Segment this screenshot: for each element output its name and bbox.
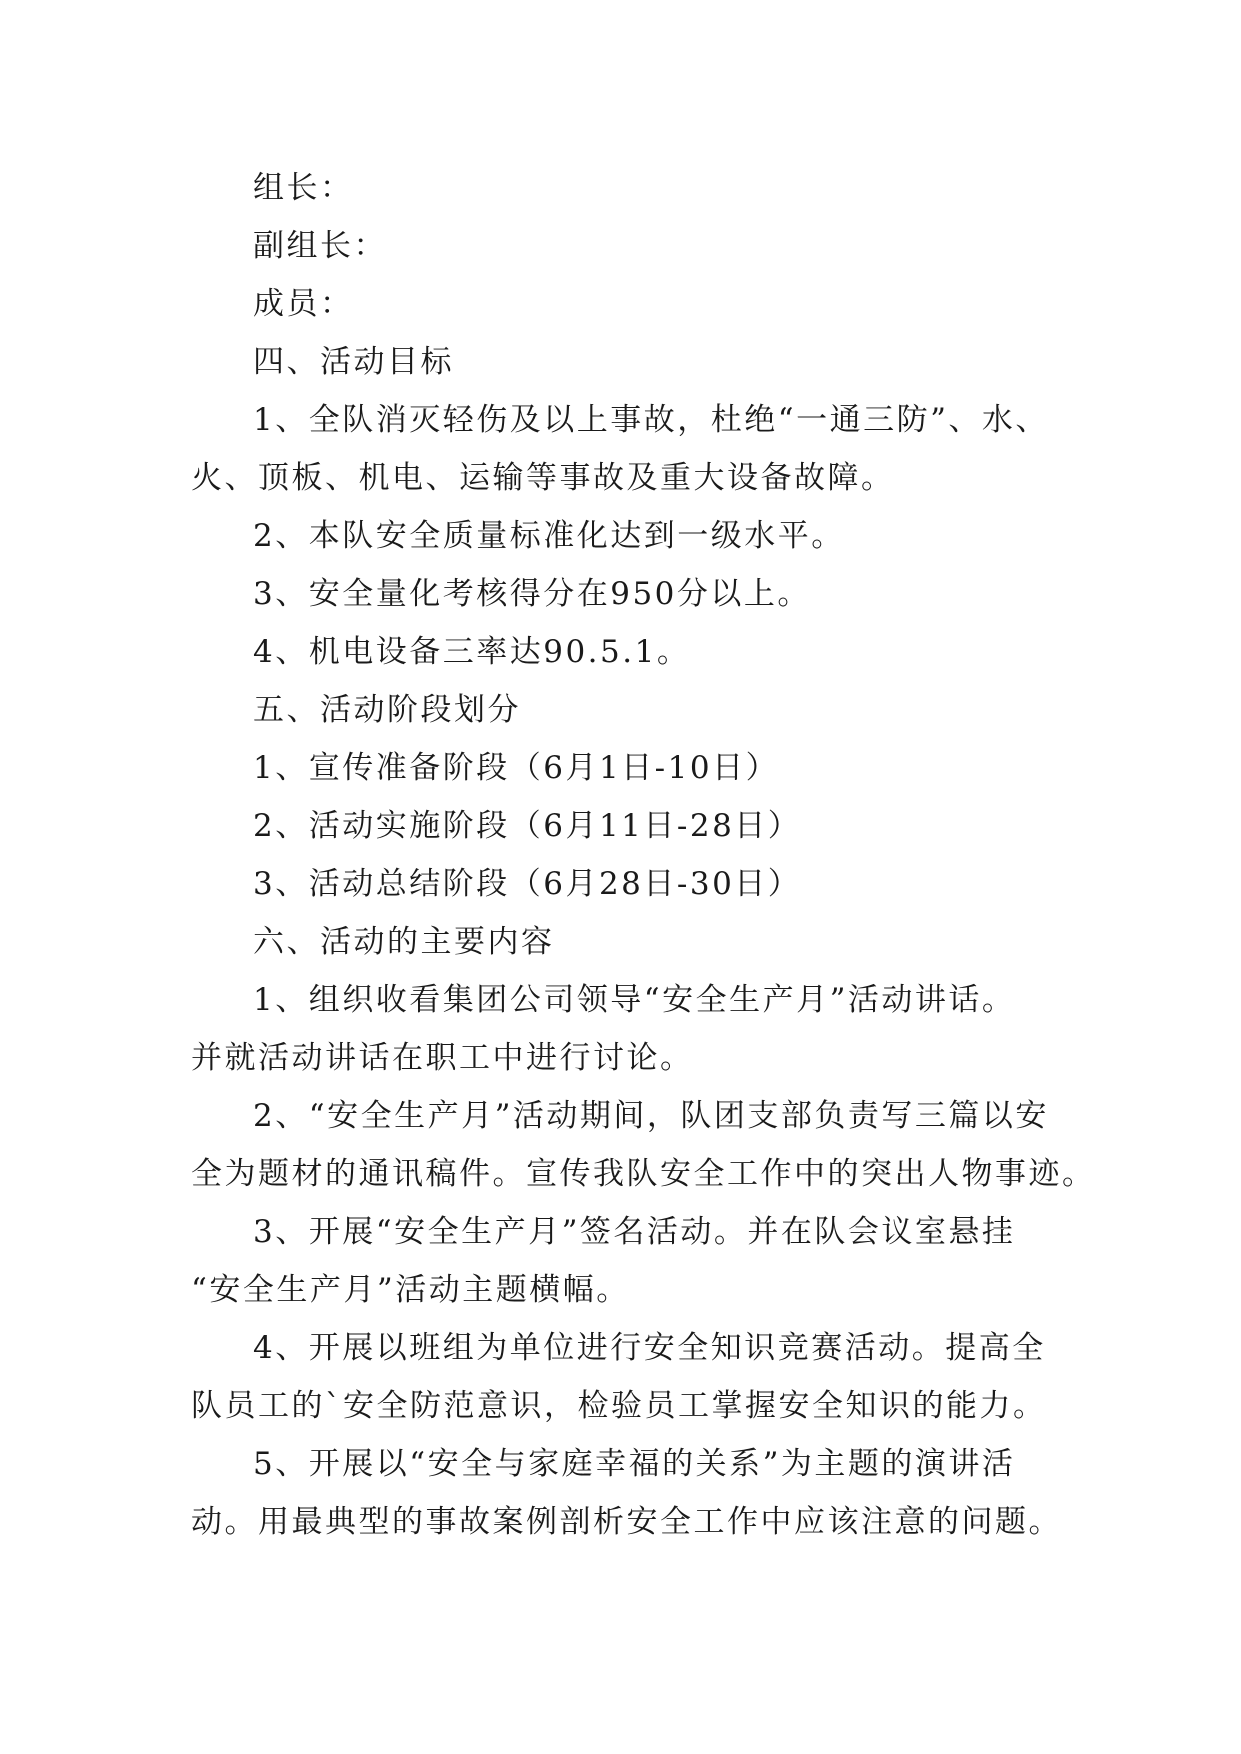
paragraph-line: 火、顶板、机电、运输等事故及重大设备故障。 bbox=[191, 460, 895, 496]
paragraph-line: 1、宣传准备阶段（6月1日-10日） bbox=[253, 750, 780, 786]
paragraph-line: 3、活动总结阶段（6月28日-30日） bbox=[253, 866, 802, 902]
paragraph-line: 4、机电设备三率达90.5.1。 bbox=[253, 634, 691, 670]
paragraph-line: “安全生产月”活动主题横幅。 bbox=[191, 1272, 630, 1308]
group-leader-line: 组长： bbox=[253, 170, 354, 206]
members-line: 成员： bbox=[253, 286, 354, 322]
section-heading: 五、活动阶段划分 bbox=[253, 692, 521, 728]
paragraph-line: 3、安全量化考核得分在950分以上。 bbox=[253, 576, 811, 612]
paragraph-line: 4、开展以班组为单位进行安全知识竞赛活动。提高全 bbox=[253, 1330, 1046, 1366]
section-heading: 四、活动目标 bbox=[253, 344, 454, 380]
paragraph-line: 队员工的`安全防范意识，检验员工掌握安全知识的能力。 bbox=[191, 1388, 1047, 1424]
paragraph-line: 5、开展以“安全与家庭幸福的关系”为主题的演讲活 bbox=[253, 1446, 1016, 1482]
paragraph-line: 动。用最典型的事故案例剖析安全工作中应该注意的问题。 bbox=[191, 1504, 1062, 1540]
paragraph-line: 2、活动实施阶段（6月11日-28日） bbox=[253, 808, 802, 844]
paragraph-line: 并就活动讲话在职工中进行讨论。 bbox=[191, 1040, 694, 1076]
document-body bbox=[191, 159, 1096, 1551]
paragraph-line: 2、本队安全质量标准化达到一级水平。 bbox=[253, 518, 845, 554]
paragraph-line: 3、开展“安全生产月”签名活动。并在队会议室悬挂 bbox=[253, 1214, 1016, 1250]
paragraph-line: 1、组织收看集团公司领导“安全生产月”活动讲话。 bbox=[253, 982, 1016, 1018]
section-heading: 六、活动的主要内容 bbox=[253, 924, 555, 960]
paragraph-line: 全为题材的通讯稿件。宣传我队安全工作中的突出人物事迹。 bbox=[191, 1156, 1096, 1192]
paragraph-line: 1、全队消灭轻伤及以上事故，杜绝“一通三防”、水、 bbox=[253, 402, 1049, 438]
paragraph-line: 2、“安全生产月”活动期间，队团支部负责写三篇以安 bbox=[253, 1098, 1049, 1134]
deputy-leader-line: 副组长： bbox=[253, 228, 387, 264]
